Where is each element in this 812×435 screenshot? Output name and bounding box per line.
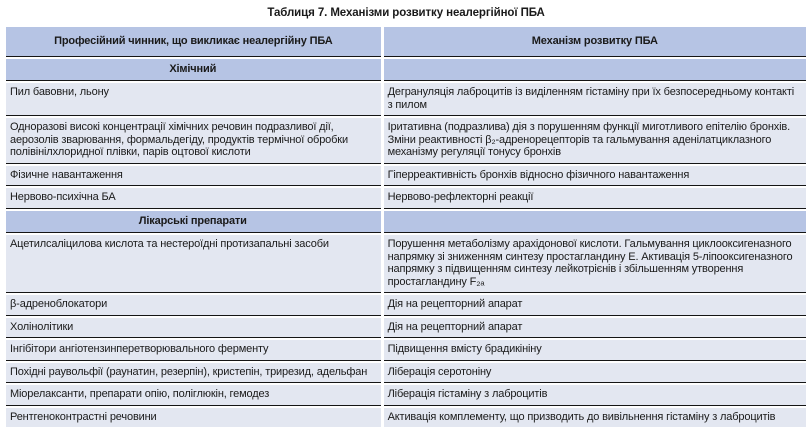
mechanism-cell: Дія на рецепторний апарат <box>384 318 806 339</box>
mechanism-cell: Дегрануляція лаброцитів із виділенням гістаміну при їх безпосередньому контакті з пилом <box>384 83 806 116</box>
table-row <box>6 166 806 187</box>
section-label-spacer <box>384 211 806 234</box>
factor-cell: Холінолітики <box>6 318 381 339</box>
table-row <box>6 385 806 406</box>
section-label: Лікарські препарати <box>6 211 381 234</box>
factor-cell: Похідні раувольфії (раунатин, резерпін), кристепін, трирезид, адельфан <box>6 363 381 384</box>
table-row <box>6 408 806 428</box>
factor-cell: Одноразові високі концентрації хімічних речовин подразливої дії, аерозолів зварювання, формальдегіду, продуктів термічної обробки полівінілхлоридної плівки, парів оцтової кислоти <box>6 118 381 164</box>
table-row <box>6 235 806 293</box>
mechanism-cell: Ліберація гістаміну з лаброцитів <box>384 385 806 406</box>
table-row <box>6 363 806 384</box>
column-header-factor: Професійний чинник, що викликає неалергійну ПБА <box>6 27 381 57</box>
column-header-mechanism: Механізм розвитку ПБА <box>384 27 806 57</box>
header-row <box>6 27 806 57</box>
table-row <box>6 340 806 361</box>
table-row <box>6 188 806 209</box>
mechanism-cell: Нервово-рефлекторні реакції <box>384 188 806 209</box>
factor-cell: Ацетилсаліцилова кислота та нестероїдні протизапальні засоби <box>6 235 381 293</box>
section-row <box>6 211 806 234</box>
mechanism-cell: Ліберація серотоніну <box>384 363 806 384</box>
mechanism-cell: Підвищення вмісту брадикініну <box>384 340 806 361</box>
section-label: Хімічний <box>6 59 381 82</box>
mechanisms-table <box>3 25 809 429</box>
table-row <box>6 118 806 164</box>
mechanism-cell: Гіперреактивність бронхів відносно фізичного навантаження <box>384 166 806 187</box>
factor-cell: β-адреноблокатори <box>6 295 381 316</box>
table-body <box>6 59 806 428</box>
table-row <box>6 83 806 116</box>
factor-cell: Міорелаксанти, препарати опію, поліглюкін, гемодез <box>6 385 381 406</box>
factor-cell: Пил бавовни, льону <box>6 83 381 116</box>
table-header <box>6 27 806 57</box>
mechanism-cell: Порушення метаболізму арахідонової кислоти. Гальмування циклооксигеназного напрямку зі зниженням синтезу простагландину Е. Активація 5-ліпооксигеназного напрямку з підвищенням синтезу лейкотрієнів і збільшенням утворення простагландину F₂ₐ <box>384 235 806 293</box>
factor-cell: Рентгеноконтрастні речовини <box>6 408 381 428</box>
mechanism-cell: Активація комплементу, що призводить до вивільнення гістаміну з лаброцитів <box>384 408 806 428</box>
table-row <box>6 295 806 316</box>
table-title: Таблиця 7. Механізми розвитку неалергійної ПБА <box>267 7 545 19</box>
factor-cell: Фізичне навантаження <box>6 166 381 187</box>
factor-cell: Інгібітори ангіотензинперетворювального ферменту <box>6 340 381 361</box>
table-row <box>6 318 806 339</box>
factor-cell: Нервово-психічна БА <box>6 188 381 209</box>
mechanism-cell: Іритативна (подразлива) дія з порушенням функції миготливого епітелію бронхів. Зміни реактивності β₂-адренорецепторів та гальмування аденілатциклазного механізму регуляції тонусу бронхів <box>384 118 806 164</box>
mechanism-cell: Дія на рецепторний апарат <box>384 295 806 316</box>
section-label-spacer <box>384 59 806 82</box>
section-row <box>6 59 806 82</box>
